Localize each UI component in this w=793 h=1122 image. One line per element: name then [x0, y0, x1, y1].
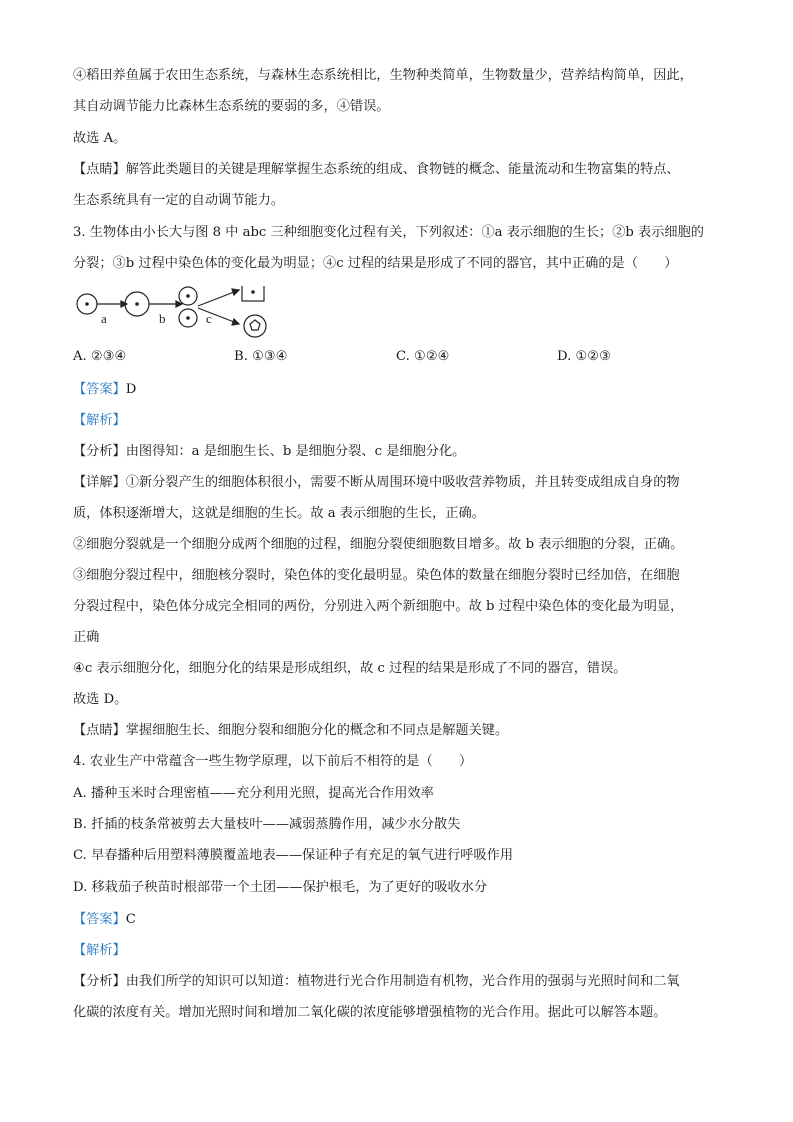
pentagon-cell: [250, 320, 260, 330]
cell-change-diagram: [73, 286, 283, 338]
note-tag: 【点睛】: [73, 162, 126, 177]
paragraph-line: 其自动调节能力比森林生态系统的要弱的多，④错误。: [73, 99, 390, 114]
option-c: C. 早春播种后用塑料薄膜覆盖地表——保证种子有充足的氧气进行呼吸作用: [73, 848, 514, 863]
analysis-heading: [73, 941, 723, 961]
question-3-line-1: 3. 生物体由小长大与图 8 中 abc 三种细胞变化过程有关，下列叙述：①a 表示细胞的生长；②b 表示细胞的: [73, 225, 704, 240]
fenxi-tag: 【分析】: [73, 444, 126, 459]
label-c: c: [206, 311, 212, 326]
option-d: D. 移栽茄子秧苗时根部带一个土团——保护根毛，为了更好的吸收水分: [73, 880, 488, 895]
answer-value: C: [125, 912, 136, 927]
detail-line: 分裂过程中，染色体分成完全相同的两份，分别进入两个新细胞中。故 b 过程中染色体的变化最为明显，: [73, 599, 684, 614]
detail-tag: 【详解】: [73, 475, 126, 490]
detail-line: ④c 表示细胞分化，细胞分化的结果是形成组织，故 c 过程的结果是形成了不同的器宫，错误。: [73, 661, 627, 676]
option-a: A. 播种玉米时合理密植——充分利用光照，提高光合作用效率: [73, 786, 434, 801]
round-cell: [244, 315, 266, 337]
analysis-heading: [73, 411, 723, 431]
answer-line: [73, 380, 723, 400]
paragraph-line: 生态系统具有一定的自动调节能力。: [73, 193, 284, 208]
detail-line: 质，体积逐渐增大，这就是细胞的生长。故 a 表示细胞的生长，正确。: [73, 506, 485, 521]
detail-text: ①新分裂产生的细胞体积很小，需要不断从周围环境中吸收营养物质，并且转变成组成自身的物: [125, 475, 680, 490]
question-3-line-2: 分裂；③b 过程中染色体的变化最为明显；④c 过程的结果是形成了不同的器官，其中正确的是（ ）: [73, 256, 678, 271]
note-text: 掌握细胞生长、细胞分裂和细胞分化的概念和不同点是解题关键。: [125, 723, 509, 738]
analysis-tag: 【解析】: [73, 943, 126, 958]
detail-line: 故选 D。: [73, 692, 128, 707]
detail-line: 正确: [73, 630, 100, 645]
detail-line: [73, 473, 723, 493]
question-4-line-1: 4. 农业生产中常蕴含一些生物学原理，以下前后不相符的是（ ）: [73, 754, 473, 769]
analysis-line: 化碳的浓度有关。增加光照时间和增加二氧化碳的浓度能够增强植物的光合作用。据此可以解答本题。: [73, 1005, 667, 1020]
answer-tag: 【答案】: [73, 912, 126, 927]
fenxi-text: 由我们所学的知识可以知道：植物进行光合作用制造有机物，光合作用的强弱与光照时间和二氧: [125, 974, 680, 989]
option-d: D. ①②③: [557, 349, 611, 364]
paragraph-line: 故选 A。: [73, 131, 127, 146]
analysis-line: [73, 442, 723, 462]
analysis-tag: 【解析】: [73, 413, 126, 428]
detail-line: ③细胞分裂过程中，细胞核分裂时，染色体的变化最明显。染色体的数量在细胞分裂时已经加倍，在细胞: [73, 568, 680, 583]
answer-line: [73, 910, 723, 930]
option-b: B. ①③④: [234, 349, 288, 364]
answer-tag: 【答案】: [73, 382, 126, 397]
label-b: b: [159, 311, 166, 326]
analysis-line: [73, 972, 723, 992]
paragraph-line: ④稻田养鱼属于农田生态系统，与森林生态系统相比，生物种类简单，生物数量少，营养结构简单，因此，: [73, 68, 693, 83]
answer-value: D: [125, 382, 137, 397]
note-line: [73, 160, 723, 180]
option-a: A. ②③④: [73, 349, 127, 364]
fenxi-text: 由图得知：a 是细胞生长、b 是细胞分裂、c 是细胞分化。: [125, 444, 466, 459]
detail-line: ②细胞分裂就是一个细胞分成两个细胞的过程，细胞分裂使细胞数目增多。故 b 表示细胞的分裂，正确。: [73, 537, 684, 552]
note-line: [73, 721, 723, 741]
option-c: C. ①②④: [396, 349, 450, 364]
label-a: a: [101, 311, 107, 326]
note-tag: 【点睛】: [73, 723, 126, 738]
note-text: 解答此类题目的关键是理解掌握生态系统的组成、食物链的概念、能量流动和生物富集的特点、: [125, 162, 680, 177]
option-b: B. 扦插的枝条常被剪去大量枝叶——减弱蒸腾作用，减少水分散失: [73, 817, 461, 832]
fenxi-tag: 【分析】: [73, 974, 126, 989]
